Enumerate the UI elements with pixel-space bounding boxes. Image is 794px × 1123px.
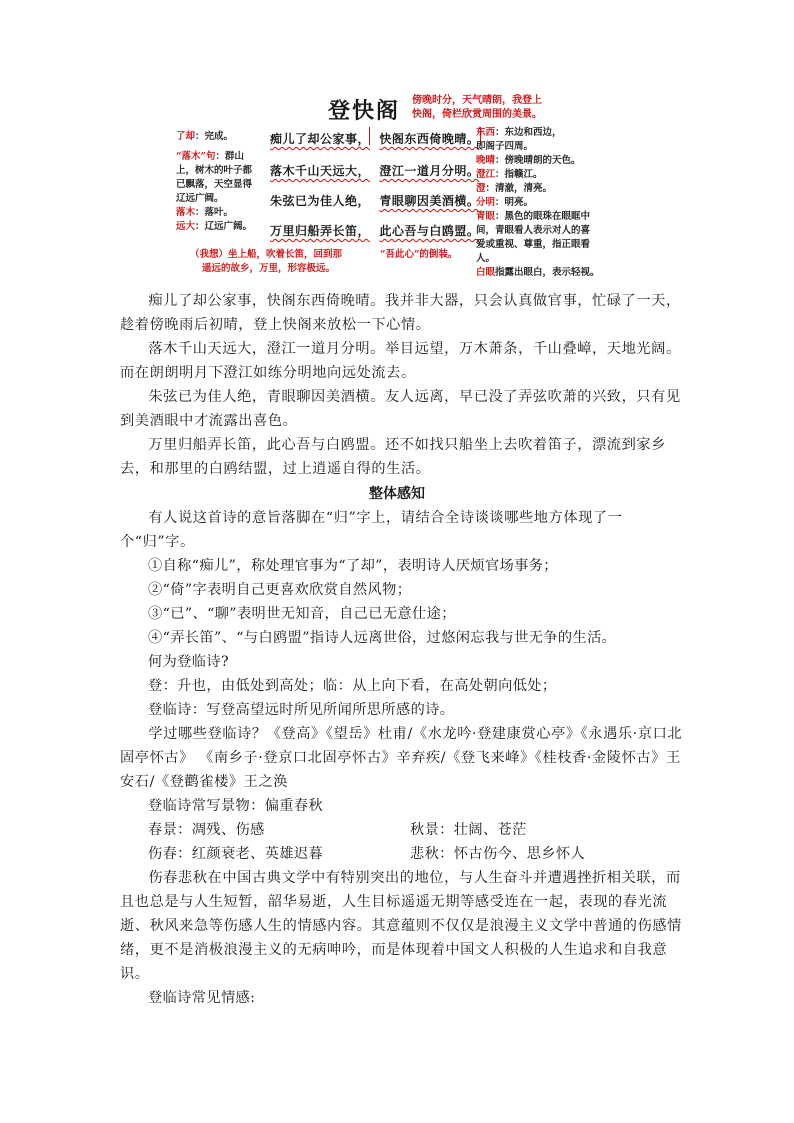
left-note: 了却：完成。 xyxy=(176,131,234,142)
left-note: 远大：辽远广阔。 xyxy=(176,221,253,232)
scenery-title: 登临诗常写景物：偏重春秋 xyxy=(148,798,324,814)
right-note: 东西：东边和西边， xyxy=(476,127,562,138)
scenery-spring-sad: 伤春：红颜衰老、英雄迟暮 xyxy=(148,846,324,862)
poem-line-2: 落木千山天远大， 澄江一道月分明。 xyxy=(270,164,480,178)
right-note: 晚晴：傍晚晴朗的天色。 xyxy=(476,155,581,166)
section-heading: 整体感知 xyxy=(369,486,425,502)
left-annotations xyxy=(176,130,252,234)
right-note: 白眼指露出眼白，表示轻视。 xyxy=(476,267,600,278)
poem-bottom-note-right: “吾此心”的倒装。 xyxy=(380,249,458,260)
right-note: 澄：清澈，清亮。 xyxy=(476,183,553,194)
poem-line-4: 万里归船弄长笛， 此心吾与白鸥盟。 xyxy=(270,224,480,238)
right-note: 即阁子四周。 xyxy=(476,141,534,152)
title-annotation-line: 傍晚时分，天气晴朗，我登上 xyxy=(412,95,542,106)
title-annotation-line: 快阁，倚栏欣赏周围的美景。 xyxy=(412,109,542,120)
right-note: 人。 xyxy=(476,253,496,264)
right-note: 澄江：指赣江。 xyxy=(476,169,543,180)
essay-paragraph: 伤春悲秋在中国古典文学中有特别突出的地位，与人生奋斗并遭遇挫折相关联，而且也总是与人生短暂，韶华易逝，人生目标遥遥无期等感受连在一起，表现的春光流逝、秋风来急等伤感人生的情感内容。其意蕴则不仅仅是浪漫主义文学中普通的伤感情绪，更不是消极浪漫主义的无病呻吟，而是体现着中国文人积极的人生追求和自我意识。 xyxy=(120,870,682,982)
poem-title: 登快阁 xyxy=(328,98,401,124)
left-note: 落木：落叶。 xyxy=(176,207,234,218)
answer-item: ①自称“痴儿”，称处理官事为“了却”，表明诗人厌烦官场事务； xyxy=(148,558,558,574)
emotions-title: 登临诗常见情感: xyxy=(148,990,256,1006)
translation-paragraph: 痴儿了却公家事，快阁东西倚晚晴。我并非大器，只会认真做官事，忙碌了一天，趁着傍晚雨后初晴，登上快阁来放松一下心情。 xyxy=(120,293,681,333)
what-is-heading: 何为登临诗? xyxy=(148,654,229,670)
poem-line-3: 朱弦已为佳人绝， 青眼聊因美酒横。 xyxy=(270,194,480,208)
right-note: 间，青眼看人表示对人的喜 xyxy=(476,225,591,236)
right-note: 爱或重视、尊重，指正眼看 xyxy=(476,239,591,250)
left-note: 已飘落，天空显得 xyxy=(176,179,253,190)
right-note: 青眼：黑色的眼珠在眼眶中 xyxy=(476,211,591,222)
definition: 登临诗：写登高望远时所见所闻所思所感的诗。 xyxy=(148,702,455,718)
poem-line-1: 痴儿了却公家事， 快阁东西倚晚晴。 xyxy=(270,132,480,146)
translation-paragraph: 万里归船弄长笛，此心吾与白鸥盟。还不如找只船坐上去吹着笛子，漂流到家乡去，和那里的白鸥结盟，过上逍遥自得的生活。 xyxy=(120,437,666,477)
bottom-note-line: （我想）坐上船，吹着长笛，回到那 xyxy=(190,249,343,260)
scenery-autumn: 秋景：壮阔、苍茫 xyxy=(410,822,527,838)
left-note: 上，树木的叶子都 xyxy=(176,165,253,176)
scenery-spring: 春景：凋残、伤感 xyxy=(148,822,265,838)
left-note: “落木”句：群山 xyxy=(176,151,244,162)
right-annotations xyxy=(476,126,600,280)
answer-item: ③“已”、“聊”表明世无知音，自己已无意仕途； xyxy=(148,606,456,622)
answer-item: ④“弄长笛”、“与白鸥盟”指诗人远离世俗，过悠闲忘我与世无争的生活。 xyxy=(148,630,617,646)
translation-paragraph: 朱弦已为佳人绝，青眼聊因美酒横。友人远离，早已没了弄弦吹萧的兴致，只有见到美酒眼中才流露出喜色。 xyxy=(120,389,681,429)
left-note: 辽远广阔。 xyxy=(176,193,224,204)
definition: 登：升也，由低处到高处；临：从上向下看，在高处朝向低处； xyxy=(148,678,557,694)
poem-bottom-note xyxy=(190,248,342,276)
question: 有人说这首诗的意旨落脚在“归”字上，请结合全诗谈谈哪些地方体现了一个“归”字。 xyxy=(120,510,623,550)
translation-paragraph: 落木千山天远大，澄江一道月分明。举目远望，万木萧条，千山叠嶂，天地光阔。而在朗朗明月下澄江如练分明地向远处流去。 xyxy=(120,341,681,381)
learned-poems: 学过哪些登临诗？《登高》《望岳》杜甫/《水龙吟·登建康赏心亭》《永遇乐·京口北固亭怀古》 《南乡子·登京口北固亭怀古》辛弃疾/《登飞来峰》《桂枝香·金陵怀古》王安石/《登鹳雀楼》王之涣 xyxy=(120,726,683,790)
title-annotation xyxy=(412,94,542,122)
scenery-autumn-sad: 悲秋：怀古伤今、思乡怀人 xyxy=(410,846,586,862)
bottom-note-line: 遥远的故乡，万里，形容极远。 xyxy=(202,263,336,274)
right-note: 分明：明亮。 xyxy=(476,197,534,208)
answer-item: ②“倚”字表明自己更喜欢欣赏自然风物； xyxy=(148,582,412,598)
